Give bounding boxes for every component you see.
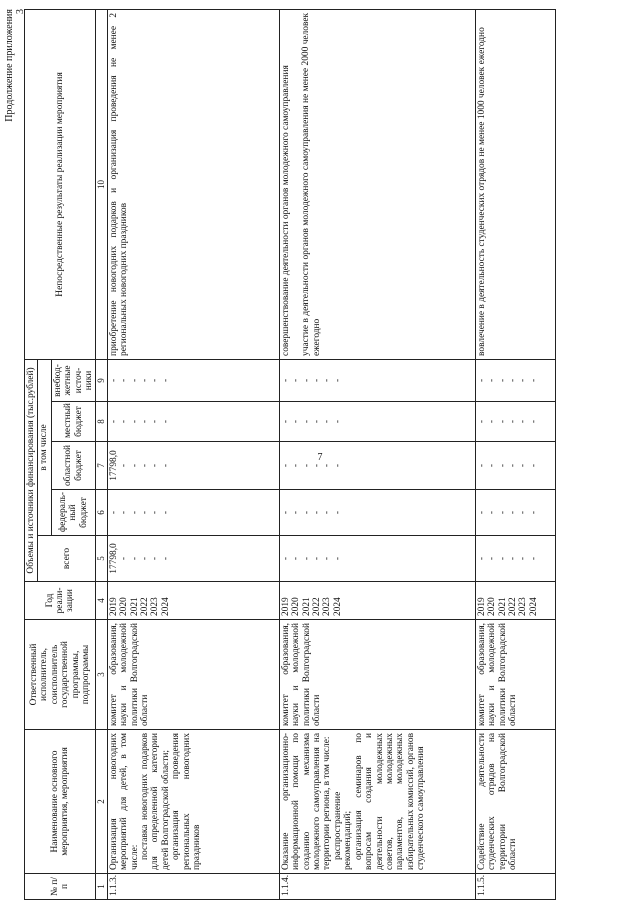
amount-value: -	[528, 463, 539, 468]
event-name-line: распространение рекомендаций;	[332, 791, 354, 870]
year-value: 2021	[497, 597, 508, 616]
amount-value: -	[487, 510, 498, 515]
amount-value: -	[508, 463, 519, 468]
column-number: 1	[96, 874, 107, 900]
amount-value: -	[322, 419, 333, 424]
amount-value: -	[291, 510, 302, 515]
amount-value: -	[108, 378, 119, 383]
amount-value: -	[280, 556, 291, 561]
extra-cell	[475, 359, 555, 401]
amount-value: -	[508, 510, 519, 515]
executor-cell: комитет образования, науки и молодежной политики Волгоградской области	[279, 620, 475, 730]
year-value: 2020	[291, 597, 302, 616]
header-num: № п/п	[25, 874, 96, 900]
amount-value: -	[487, 378, 498, 383]
amount-value: -	[322, 378, 333, 383]
amount-value: -	[119, 378, 130, 383]
event-name-line: Оказание организационно-информационной помощи по созданию механизма молодежного самоуправления на территории региона, в том числе:	[280, 733, 333, 870]
total-cell	[279, 536, 475, 582]
amount-value: -	[332, 510, 343, 515]
federal-cell	[279, 490, 475, 536]
local-cell	[475, 402, 555, 442]
local-cell	[107, 402, 279, 442]
amount-value: -	[129, 556, 140, 561]
funding-table	[24, 9, 556, 900]
amount-value: -	[518, 419, 529, 424]
year-value: 2020	[119, 597, 130, 616]
amount-value: -	[129, 419, 140, 424]
amount-value: -	[301, 556, 312, 561]
amount-value: -	[129, 510, 140, 515]
amount-value: -	[140, 556, 151, 561]
column-number: 2	[96, 730, 107, 874]
column-number: 7	[96, 442, 107, 490]
amount-value: -	[487, 463, 498, 468]
amount-value: -	[301, 510, 312, 515]
continuation-caption: Продолжение приложения 3	[4, 9, 26, 122]
executor-cell: комитет образования, науки и молодежной политики Волгоградской области	[475, 620, 555, 730]
federal-cell	[475, 490, 555, 536]
row-number: 1.1.4.	[279, 874, 475, 900]
year-value: 2019	[108, 597, 119, 616]
amount-value: -	[150, 378, 161, 383]
column-number: 10	[96, 9, 107, 359]
amount-value: -	[108, 510, 119, 515]
header-total: всего	[38, 536, 96, 582]
page-number: 7	[317, 452, 323, 463]
year-value: 2022	[508, 597, 519, 616]
amount-value: -	[518, 556, 529, 561]
amount-value: -	[322, 463, 333, 468]
event-name-line: организация проведения региональных новогодних праздников	[171, 733, 203, 870]
table-row	[107, 9, 279, 899]
amount-value: -	[280, 378, 291, 383]
regional-cell	[279, 442, 475, 490]
amount-value: -	[160, 510, 171, 515]
extra-cell	[107, 359, 279, 401]
years-cell	[475, 582, 555, 620]
year-value: 2021	[129, 597, 140, 616]
amount-value: -	[150, 419, 161, 424]
amount-value: -	[332, 463, 343, 468]
result-line: участие в деятельности органов молодежного самоуправления не менее 2000 человек ежегодно	[301, 12, 322, 356]
header-year: Год реали-зации	[25, 582, 96, 620]
amount-value: -	[518, 378, 529, 383]
years-cell	[279, 582, 475, 620]
event-name-cell	[475, 730, 555, 874]
amount-value: -	[332, 419, 343, 424]
amount-value: -	[140, 510, 151, 515]
header-executor: Ответственный исполнитель, соисполнитель государственной программы, подпрограммы	[25, 620, 96, 730]
year-value: 2024	[332, 597, 343, 616]
amount-value: -	[291, 556, 302, 561]
amount-value: -	[301, 419, 312, 424]
amount-value: -	[497, 510, 508, 515]
amount-value: -	[280, 419, 291, 424]
amount-value: -	[312, 510, 323, 515]
amount-value: -	[476, 378, 487, 383]
amount-value: -	[301, 378, 312, 383]
amount-value: -	[140, 463, 151, 468]
amount-value: 17798,0	[108, 543, 119, 574]
results-cell	[107, 9, 279, 359]
amount-value: -	[140, 419, 151, 424]
header-results: Непосредственные результаты реализации мероприятия	[25, 9, 96, 359]
year-value: 2023	[322, 597, 333, 616]
amount-value: -	[291, 463, 302, 468]
amount-value: -	[476, 556, 487, 561]
event-name-line: поставка новогодних подарков для определенной категории детей Волгоградской области;	[140, 733, 171, 870]
year-value: 2019	[280, 597, 291, 616]
amount-value: -	[129, 463, 140, 468]
amount-value: -	[280, 463, 291, 468]
amount-value: -	[528, 556, 539, 561]
event-name-line: организация семинаров по вопросам создания и деятельности молодежных советов, молодежных парламентов, молодежных избирательных комиссий, органов студенческого самоуправления	[353, 733, 427, 870]
amount-value: -	[476, 463, 487, 468]
amount-value: -	[312, 463, 323, 468]
column-number-row	[96, 9, 107, 899]
amount-value: -	[160, 378, 171, 383]
row-number: 1.1.3.	[107, 874, 279, 900]
results-cell	[475, 9, 555, 359]
amount-value: -	[322, 556, 333, 561]
amount-value: -	[150, 463, 161, 468]
amount-value: -	[150, 556, 161, 561]
year-value: 2024	[528, 597, 539, 616]
federal-cell	[107, 490, 279, 536]
amount-value: -	[497, 378, 508, 383]
amount-value: -	[476, 419, 487, 424]
regional-cell	[107, 442, 279, 490]
amount-value: -	[150, 510, 161, 515]
column-number: 8	[96, 402, 107, 442]
total-cell	[475, 536, 555, 582]
years-cell	[107, 582, 279, 620]
column-number: 9	[96, 359, 107, 401]
table-body	[107, 9, 555, 899]
year-value: 2021	[301, 597, 312, 616]
amount-value: -	[518, 463, 529, 468]
amount-value: -	[312, 378, 323, 383]
column-number: 6	[96, 490, 107, 536]
result-line: вовлечение в деятельность студенческих отрядов не менее 1000 человек ежегодно	[476, 27, 487, 356]
amount-value: -	[312, 419, 323, 424]
year-value: 2023	[518, 597, 529, 616]
event-name-line: Содействие деятельности студенческих отрядов на территории Волгоградской области	[476, 733, 519, 870]
amount-value: -	[508, 556, 519, 561]
table-header	[25, 9, 108, 899]
amount-value: -	[160, 463, 171, 468]
amount-value: -	[476, 510, 487, 515]
year-value: 2022	[312, 597, 323, 616]
event-name-cell	[107, 730, 279, 874]
amount-value: -	[119, 510, 130, 515]
result-line: приобретение новогодних подарков и организация проведения не менее 2 региональных новогодних праздников	[108, 12, 130, 356]
column-number: 3	[96, 620, 107, 730]
year-value: 2023	[150, 597, 161, 616]
amount-value: -	[497, 419, 508, 424]
header-name: Наименование основного мероприятия, мероприятия	[25, 730, 96, 874]
executor-cell: комитет образования, науки и молодежной политики Волгоградской области	[107, 620, 279, 730]
column-number: 5	[96, 536, 107, 582]
amount-value: -	[528, 378, 539, 383]
amount-value: -	[508, 419, 519, 424]
header-including: в том числе	[38, 359, 51, 535]
amount-value: -	[291, 419, 302, 424]
header-funding: Объемы и источники финансирования (тыс.рублей)	[25, 359, 38, 581]
table-row	[279, 9, 475, 899]
amount-value: -	[119, 463, 130, 468]
local-cell	[279, 402, 475, 442]
amount-value: -	[129, 378, 140, 383]
event-name-cell	[279, 730, 475, 874]
table-row	[475, 9, 555, 899]
amount-value: -	[497, 463, 508, 468]
header-local: местный бюджет	[51, 402, 96, 442]
header-regional: областной бюджет	[51, 442, 96, 490]
year-value: 2024	[160, 597, 171, 616]
year-value: 2019	[476, 597, 487, 616]
amount-value: -	[140, 378, 151, 383]
amount-value: -	[301, 463, 312, 468]
amount-value: -	[332, 378, 343, 383]
amount-value: -	[108, 419, 119, 424]
column-number: 4	[96, 582, 107, 620]
amount-value: -	[280, 510, 291, 515]
amount-value: -	[119, 556, 130, 561]
amount-value: 17798,0	[108, 450, 119, 481]
amount-value: -	[160, 556, 171, 561]
header-extra: внебюд-жетные источ-ники	[51, 359, 96, 401]
amount-value: -	[528, 510, 539, 515]
amount-value: -	[119, 419, 130, 424]
header-federal: федераль-ный бюджет	[51, 490, 96, 536]
amount-value: -	[497, 556, 508, 561]
amount-value: -	[332, 556, 343, 561]
amount-value: -	[518, 510, 529, 515]
year-value: 2022	[140, 597, 151, 616]
amount-value: -	[528, 419, 539, 424]
regional-cell	[475, 442, 555, 490]
amount-value: -	[291, 378, 302, 383]
amount-value: -	[508, 378, 519, 383]
amount-value: -	[322, 510, 333, 515]
total-cell	[107, 536, 279, 582]
amount-value: -	[160, 419, 171, 424]
result-line: совершенствование деятельности органов молодежного самоуправления	[280, 65, 291, 356]
amount-value: -	[312, 556, 323, 561]
results-cell	[279, 9, 475, 359]
row-number: 1.1.5.	[475, 874, 555, 900]
event-name-line: Организация новогодних мероприятий для детей, в том числе:	[108, 733, 140, 870]
extra-cell	[279, 359, 475, 401]
year-value: 2020	[487, 597, 498, 616]
amount-value: -	[487, 419, 498, 424]
amount-value: -	[487, 556, 498, 561]
